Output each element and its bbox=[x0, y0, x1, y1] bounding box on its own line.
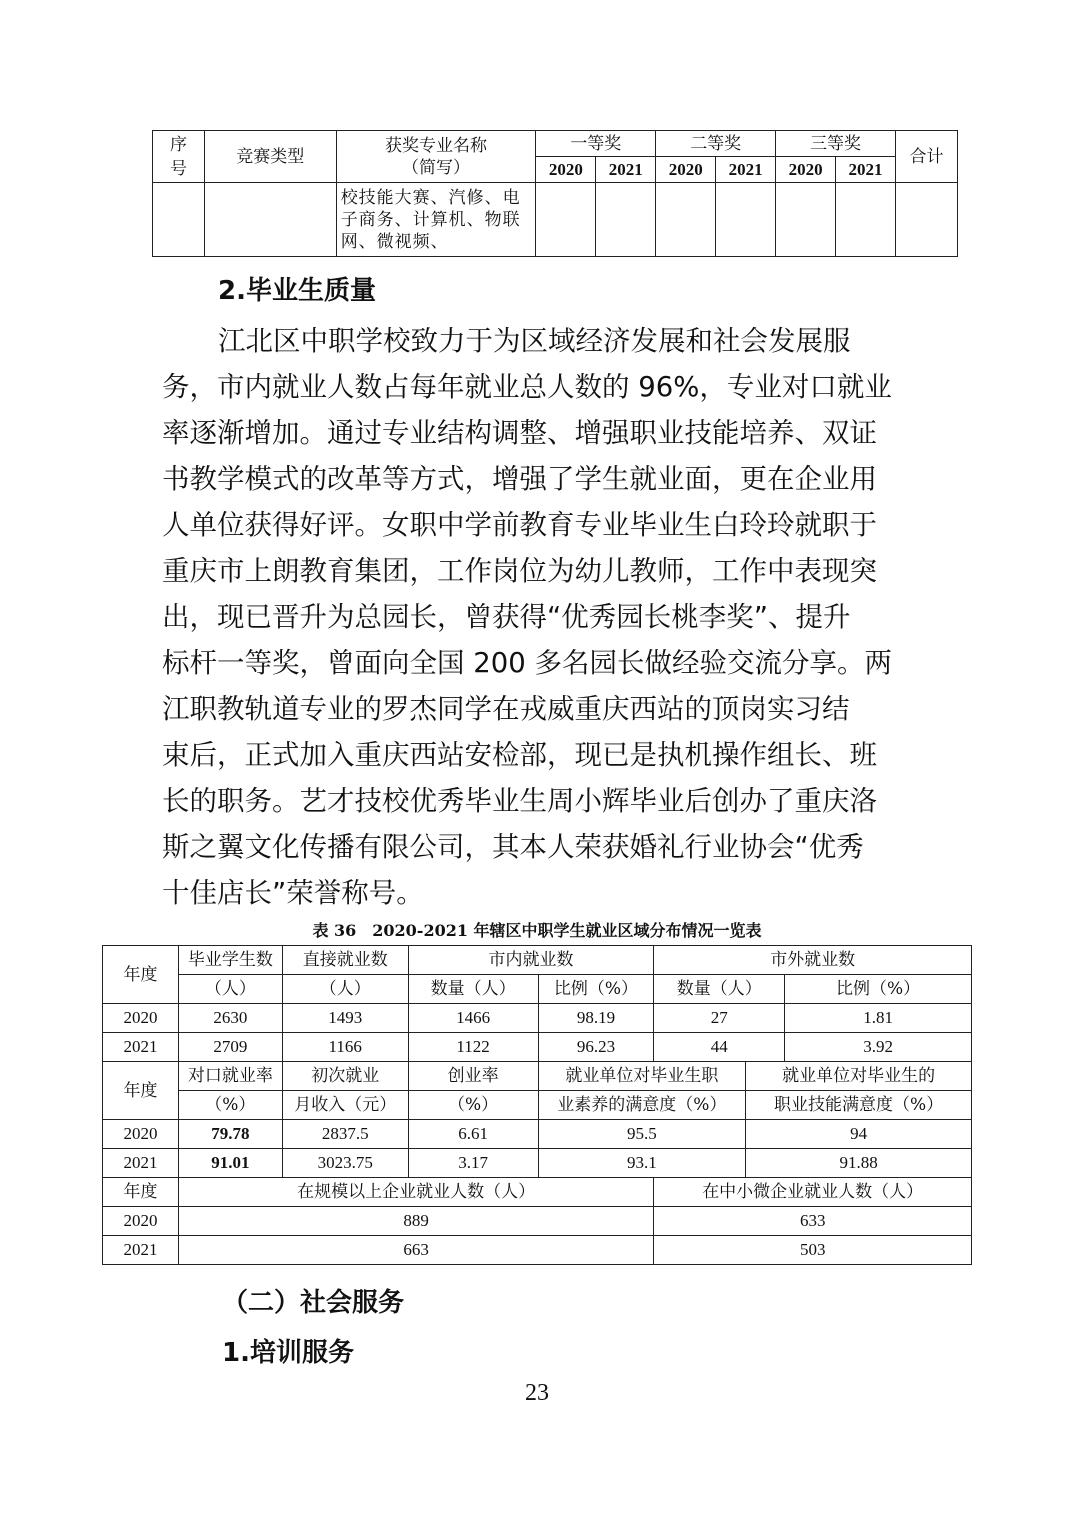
table-cell: 889 bbox=[178, 1207, 653, 1236]
table-caption: 表 36 2020-2021 年辖区中职学生就业区域分布情况一览表 bbox=[312, 921, 762, 940]
in-city-count-header: 数量（人） bbox=[408, 975, 538, 1004]
table-cell: 1466 bbox=[408, 1004, 538, 1033]
table-cell: 2020 bbox=[103, 1120, 179, 1149]
table-cell: 44 bbox=[654, 1033, 785, 1062]
section-heading-social-service: （二）社会服务 bbox=[222, 1288, 405, 1318]
table-row bbox=[103, 1236, 972, 1265]
table-cell: 27 bbox=[654, 1004, 785, 1033]
table-cell: 1493 bbox=[282, 1004, 408, 1033]
paragraph-line: 十佳店长”荣誉称号。 bbox=[162, 877, 424, 909]
paragraph-line: 束后，正式加入重庆西站安检部，现已是执机操作组长、班 bbox=[162, 739, 877, 771]
table-cell: 2020 bbox=[103, 1207, 179, 1236]
paragraph-line: 人单位获得好评。女职中学前教育专业毕业生白玲玲就职于 bbox=[162, 509, 877, 541]
table-cell: 2630 bbox=[178, 1004, 282, 1033]
table-cell: 3.17 bbox=[408, 1149, 538, 1178]
award-table bbox=[152, 130, 958, 257]
first-income-unit: 月收入（元） bbox=[282, 1091, 408, 1120]
small-enterprise-header: 在中小微企业就业人数（人） bbox=[654, 1178, 972, 1207]
table-cell bbox=[896, 183, 958, 257]
paragraph-line: 江职教轨道专业的罗杰同学在戎威重庆西站的顶岗实习结 bbox=[162, 693, 850, 725]
table-cell bbox=[656, 183, 716, 257]
continuation-line: 网、微视频、 bbox=[340, 231, 449, 252]
employment-table bbox=[102, 945, 972, 1265]
paragraph-line: 斯之翼文化传播有限公司，其本人荣获婚礼行业协会“优秀 bbox=[162, 831, 864, 863]
skill-satisfaction-unit: 职业技能满意度（%） bbox=[746, 1091, 972, 1120]
paragraph-line: 书教学模式的改革等方式，增强了学生就业面，更在企业用 bbox=[162, 463, 877, 495]
match-rate-header: 对口就业率 bbox=[178, 1062, 282, 1091]
second-prize-header: 二等奖 bbox=[656, 131, 776, 157]
paragraph-line: 务，市内就业人数占每年就业总人数的 96%，专业对口就业 bbox=[162, 371, 892, 403]
table-cell: 2837.5 bbox=[282, 1120, 408, 1149]
year-header: 2020 bbox=[536, 157, 596, 183]
seq-header: 序 号 bbox=[153, 131, 205, 183]
quality-satisfaction-unit: 业素养的满意度（%） bbox=[538, 1091, 746, 1120]
paragraph-line: 长的职务。艺才技校优秀毕业生周小辉毕业后创办了重庆洛 bbox=[162, 785, 877, 817]
quality-satisfaction-header: 就业单位对毕业生职 bbox=[538, 1062, 746, 1091]
table-cell: 663 bbox=[178, 1236, 653, 1265]
table-cell: 3.92 bbox=[785, 1033, 972, 1062]
table-cell bbox=[836, 183, 896, 257]
type-header: 竞赛类型 bbox=[204, 131, 336, 183]
out-city-ratio-header: 比例（%） bbox=[785, 975, 972, 1004]
startup-rate-header: 创业率 bbox=[408, 1062, 538, 1091]
major-header bbox=[336, 131, 536, 183]
table-row bbox=[103, 1033, 972, 1062]
first-prize-header: 一等奖 bbox=[536, 131, 656, 157]
year-header: 2020 bbox=[776, 157, 836, 183]
year-header: 年度 bbox=[103, 1062, 179, 1120]
body-paragraph bbox=[162, 318, 916, 916]
paragraph-line: 率逐渐增加。通过专业结构调整、增强职业技能培养、双证 bbox=[162, 417, 877, 449]
table-cell: 94 bbox=[746, 1120, 972, 1149]
table-cell: 1166 bbox=[282, 1033, 408, 1062]
year-header: 2021 bbox=[596, 157, 656, 183]
total-header: 合计 bbox=[896, 131, 958, 183]
in-city-header: 市内就业数 bbox=[408, 946, 654, 975]
table-cell: 2021 bbox=[103, 1033, 179, 1062]
year-header: 年度 bbox=[103, 946, 179, 1004]
major-header-sub: （简写） bbox=[402, 157, 471, 178]
in-city-ratio-header: 比例（%） bbox=[538, 975, 654, 1004]
table-cell bbox=[153, 183, 205, 257]
large-enterprise-header: 在规模以上企业就业人数（人） bbox=[178, 1178, 653, 1207]
major-continuation-cell bbox=[336, 183, 536, 257]
year-header: 2021 bbox=[836, 157, 896, 183]
major-header-title: 获奖专业名称 bbox=[385, 135, 488, 156]
graduates-unit: （人） bbox=[178, 975, 282, 1004]
table-cell: 1122 bbox=[408, 1033, 538, 1062]
first-income-header: 初次就业 bbox=[282, 1062, 408, 1091]
table-cell: 2709 bbox=[178, 1033, 282, 1062]
table-cell: 503 bbox=[654, 1236, 972, 1265]
table-cell: 93.1 bbox=[538, 1149, 746, 1178]
year-header: 2021 bbox=[716, 157, 776, 183]
table-cell: 1.81 bbox=[785, 1004, 972, 1033]
year-header: 年度 bbox=[103, 1178, 179, 1207]
out-city-count-header: 数量（人） bbox=[654, 975, 785, 1004]
table-row bbox=[103, 1004, 972, 1033]
skill-satisfaction-header: 就业单位对毕业生的 bbox=[746, 1062, 972, 1091]
out-city-header: 市外就业数 bbox=[654, 946, 972, 975]
third-prize-header: 三等奖 bbox=[776, 131, 896, 157]
paragraph-line: 江北区中职学校致力于为区域经济发展和社会发展服 bbox=[218, 325, 851, 357]
table-cell: 3023.75 bbox=[282, 1149, 408, 1178]
direct-employment-unit: （人） bbox=[282, 975, 408, 1004]
continuation-line: 子商务、计算机、物联 bbox=[340, 209, 521, 230]
table-cell: 2021 bbox=[103, 1149, 179, 1178]
page-number: 23 bbox=[525, 1380, 549, 1406]
table-cell bbox=[596, 183, 656, 257]
graduates-header: 毕业学生数 bbox=[178, 946, 282, 975]
table-cell bbox=[776, 183, 836, 257]
table-cell: 96.23 bbox=[538, 1033, 654, 1062]
paragraph-line: 标杆一等奖，曾面向全国 200 多名园长做经验交流分享。两 bbox=[162, 647, 892, 679]
table-cell bbox=[204, 183, 336, 257]
table-cell: 91.88 bbox=[746, 1149, 972, 1178]
table-cell bbox=[716, 183, 776, 257]
direct-employment-header: 直接就业数 bbox=[282, 946, 408, 975]
match-rate-unit: （%） bbox=[178, 1091, 282, 1120]
table-cell: 6.61 bbox=[408, 1120, 538, 1149]
table-cell bbox=[536, 183, 596, 257]
continuation-line: 校技能大赛、汽修、电 bbox=[340, 187, 521, 208]
section-heading-graduate-quality: 2.毕业生质量 bbox=[218, 276, 376, 306]
table-cell: 98.19 bbox=[538, 1004, 654, 1033]
table-cell: 91.01 bbox=[178, 1149, 282, 1178]
table-row bbox=[103, 1120, 972, 1149]
table-cell: 79.78 bbox=[178, 1120, 282, 1149]
year-header: 2020 bbox=[656, 157, 716, 183]
table-row bbox=[103, 1149, 972, 1178]
section-heading-training-service: 1.培训服务 bbox=[222, 1338, 354, 1368]
table-cell: 2020 bbox=[103, 1004, 179, 1033]
table-cell: 2021 bbox=[103, 1236, 179, 1265]
paragraph-line: 重庆市上朗教育集团，工作岗位为幼儿教师，工作中表现突 bbox=[162, 555, 877, 587]
table-cell: 633 bbox=[654, 1207, 972, 1236]
paragraph-line: 出，现已晋升为总园长，曾获得“优秀园长桃李奖”、提升 bbox=[162, 601, 851, 633]
table-row bbox=[103, 1207, 972, 1236]
startup-rate-unit: （%） bbox=[408, 1091, 538, 1120]
table-cell: 95.5 bbox=[538, 1120, 746, 1149]
